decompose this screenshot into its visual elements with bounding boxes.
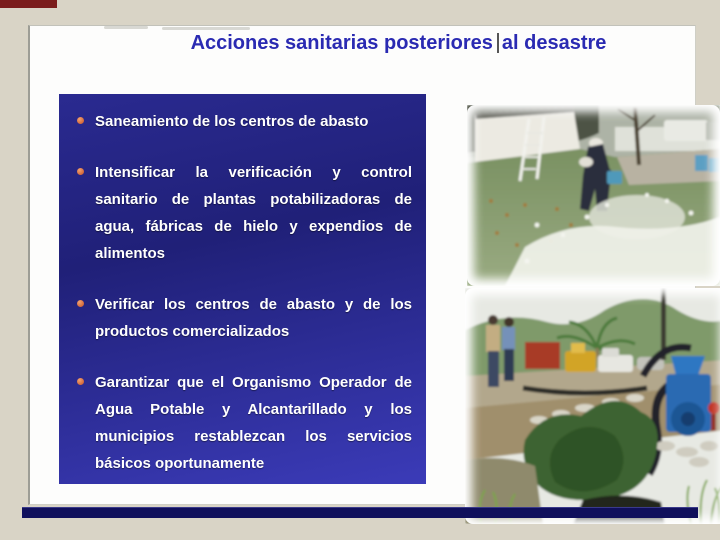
bullet-text: Saneamiento de los centros de abasto (95, 113, 369, 130)
bullet-icon (77, 168, 84, 175)
slide-canvas[interactable] (28, 25, 696, 505)
bullet-text: Intensificar la verificación y control sanitario de plantas potabilizadoras de agua, fábricas de hielo y expendios de alimentos (95, 164, 412, 262)
slide-title-part2: al desastre (501, 32, 607, 54)
list-item (75, 159, 412, 267)
text-cursor (497, 33, 499, 53)
slide-title-textbox[interactable] (110, 32, 687, 55)
bullet-icon (77, 117, 84, 124)
bullet-icon (77, 300, 84, 307)
bullet-text: Garantizar que el Organismo Operador de Agua Potable y Alcantarillado y los municipios restablezcan los servicios básicos oportunamente (95, 374, 412, 472)
bullet-icon (77, 378, 84, 385)
photo-lime-spreading[interactable] (467, 105, 720, 286)
slide-title-part1: Acciones sanitarias posteriores (190, 32, 493, 54)
photo-water-pump[interactable] (465, 288, 720, 524)
top-edge-artifact (104, 26, 148, 29)
bullet-text: Verificar los centros de abasto y de los productos comercializados (95, 296, 412, 340)
list-item (75, 369, 412, 477)
top-left-maroon-bar (0, 0, 57, 8)
list-item (75, 108, 412, 135)
top-edge-artifact (162, 27, 250, 30)
bullet-textbox[interactable] (59, 94, 426, 484)
slide-footer-bar (22, 507, 698, 518)
list-item (75, 291, 412, 345)
